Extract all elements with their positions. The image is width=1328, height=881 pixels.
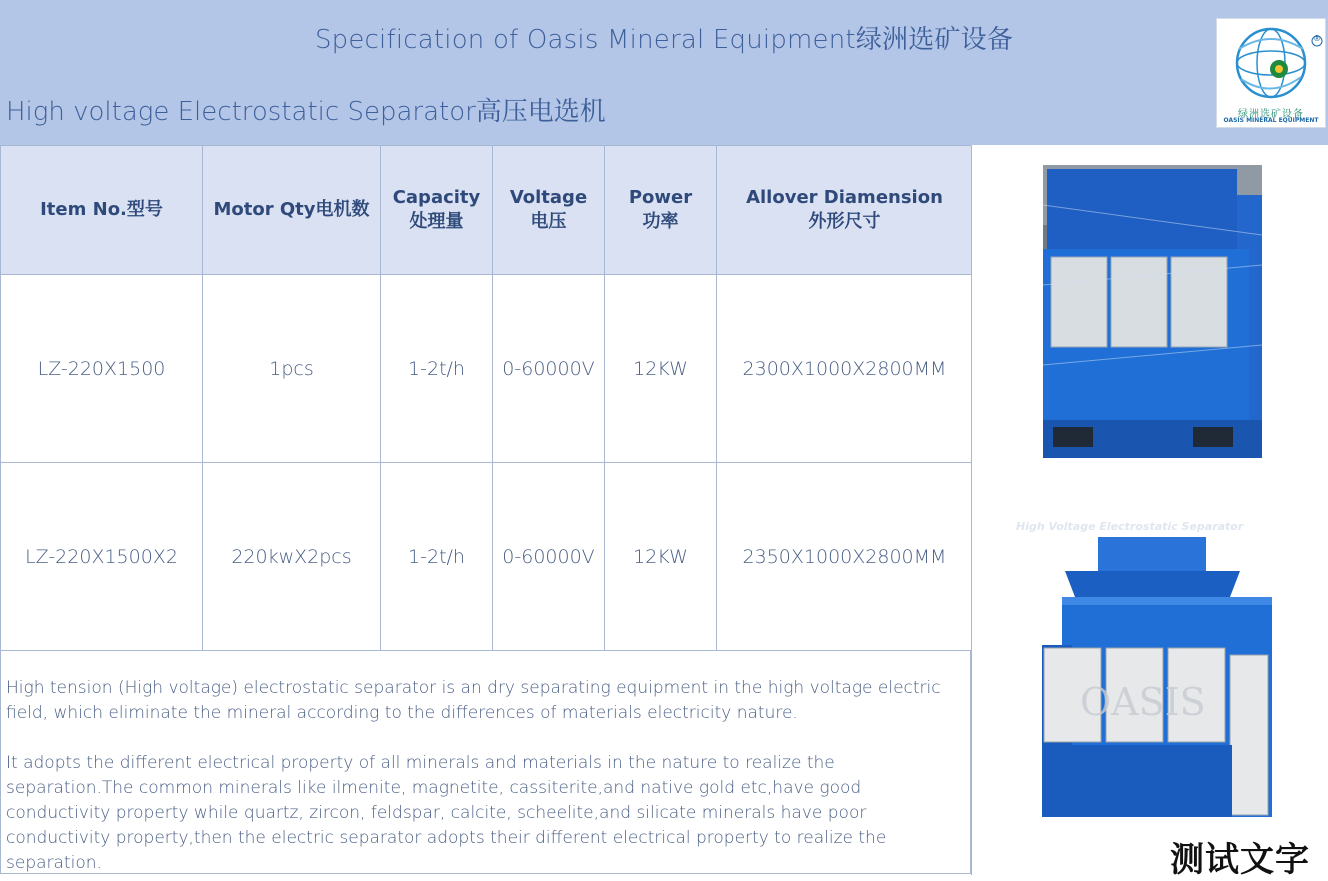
- cell-power: 12KW: [605, 275, 717, 463]
- cell-motor-qty: 220kwX2pcs: [203, 463, 381, 651]
- description-paragraph-1: High tension (High voltage) electrostatic separator is an dry separating equipment in the high voltage electric field, which eliminate the mineral according to the differences of materials electricity nature.: [6, 678, 941, 723]
- header-power: Power 功率: [605, 146, 717, 275]
- cell-power: 12KW: [605, 463, 717, 651]
- cell-voltage: 0-60000V: [493, 275, 605, 463]
- cell-item-no: LZ-220X1500: [1, 275, 203, 463]
- registered-mark: ®: [1313, 34, 1321, 43]
- machine-photo-render: [1010, 515, 1302, 820]
- machine-photo-wrapped: [1043, 165, 1262, 458]
- product-title: High voltage Electrostatic Separator高压电选机: [6, 97, 606, 127]
- cell-capacity: 1-2t/h: [381, 463, 493, 651]
- cell-motor-qty: 1pcs: [203, 275, 381, 463]
- description-paragraph-2: It adopts the different electrical property of all minerals and materials in the nature to realize the separation.The common minerals like ilmenite, magnetite, cassiterite,and native gold etc,have good conductivity property while quartz, zircon, feldspar, calcite, scheelite,and silicate minerals have poor conductivity property,then the electric separator adopts their different electrical property to realize the separation.: [6, 753, 887, 873]
- header-voltage: Voltage 电压: [493, 146, 605, 275]
- logo-cn-text: 绿洲选矿设备: [1238, 109, 1304, 120]
- header-band: [0, 0, 1328, 146]
- header-motor-qty: Motor Qty电机数: [203, 146, 381, 275]
- table-row: [1, 463, 973, 651]
- header-dimension: Allover Diamension 外形尺寸: [717, 146, 973, 275]
- header-item-no: Item No.型号: [1, 146, 203, 275]
- description-box: [0, 650, 971, 874]
- cell-dimension: 2350X1000X2800MM: [717, 463, 973, 651]
- logo-en-text: OASIS MINERAL EQUIPMENT: [1223, 117, 1319, 124]
- spec-table: [0, 145, 973, 651]
- cell-item-no: LZ-220X1500X2: [1, 463, 203, 651]
- photo-mark: OASIS: [1080, 680, 1206, 724]
- cell-capacity: 1-2t/h: [381, 275, 493, 463]
- spec-title: Specification of Oasis Mineral Equipment绿洲选矿设备: [314, 25, 1014, 55]
- table-row: [1, 275, 973, 463]
- cell-voltage: 0-60000V: [493, 463, 605, 651]
- cell-dimension: 2300X1000X2800MM: [717, 275, 973, 463]
- company-logo: [1216, 18, 1326, 128]
- photo-caption: High Voltage Electrostatic Separator: [1016, 520, 1244, 533]
- table-header-row: [1, 146, 973, 275]
- watermark-text: 测试文字: [1170, 840, 1310, 880]
- header-capacity: Capacity 处理量: [381, 146, 493, 275]
